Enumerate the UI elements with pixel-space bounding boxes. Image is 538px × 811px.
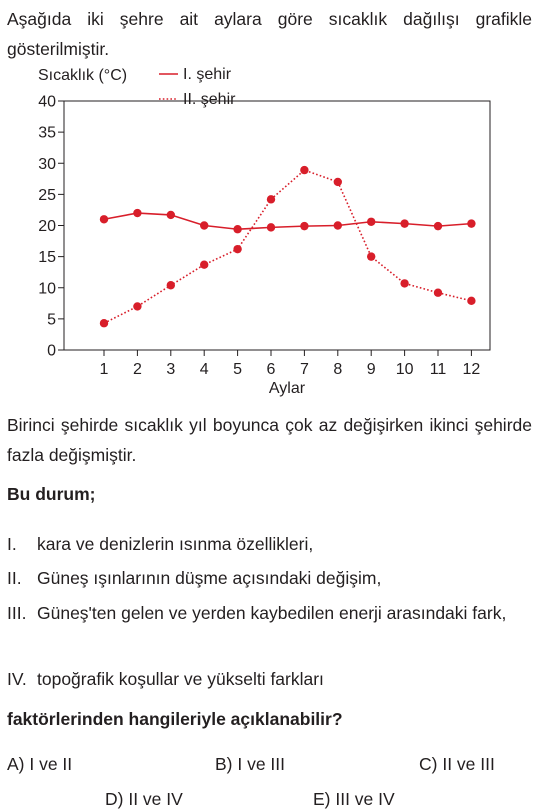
data-point: [200, 221, 208, 229]
data-point: [334, 178, 342, 186]
data-point: [434, 289, 442, 297]
data-point: [167, 211, 175, 219]
statement-text: topoğrafik koşullar ve yükselti farkları: [37, 669, 324, 689]
x-tick-label: 10: [395, 361, 414, 378]
y-tick-label: 25: [38, 186, 56, 204]
x-tick-label: 1: [99, 361, 109, 378]
choice-a[interactable]: A) I ve II: [7, 754, 73, 774]
data-point: [467, 297, 475, 305]
data-point: [300, 222, 308, 230]
choice-c[interactable]: C) II ve III: [419, 754, 495, 774]
data-point: [334, 221, 342, 229]
statement-3: [7, 598, 533, 628]
data-point: [267, 223, 275, 231]
x-tick-label: 9: [366, 361, 376, 378]
statement-4: [7, 664, 533, 694]
lead-text: Bu durum;: [7, 484, 96, 504]
data-point: [467, 219, 475, 227]
choice-b[interactable]: B) I ve III: [215, 754, 286, 774]
explanation-text: Birinci şehirde sıcaklık yıl boyunca çok az değişirken ikinci şehirde fazla değişmiştir.: [7, 415, 532, 465]
choice-d[interactable]: D) II ve IV: [105, 789, 183, 809]
y-tick-label: 30: [38, 155, 56, 173]
question-intro: Aşağıda iki şehre ait aylara göre sıcaklık dağılışı grafikle gösterilmiştir.: [7, 9, 532, 59]
data-point: [233, 225, 241, 233]
legend-label: II. şehir: [183, 91, 236, 108]
chart-legend: [159, 66, 236, 108]
y-tick-label: 40: [38, 93, 56, 111]
y-tick-label: 10: [38, 280, 56, 298]
data-point: [367, 252, 375, 260]
x-tick-label: 3: [166, 361, 176, 378]
y-tick-label: 35: [38, 124, 56, 142]
data-point: [367, 218, 375, 226]
choice-e[interactable]: E) III ve IV: [313, 789, 395, 809]
series-line-2: [104, 170, 471, 323]
x-tick-label: 5: [233, 361, 243, 378]
x-tick-label: 8: [333, 361, 343, 378]
statement-1: [7, 529, 533, 559]
statement-number: III.: [7, 603, 27, 623]
data-point: [300, 166, 308, 174]
statement-text: Güneş'ten gelen ve yerden kaybedilen enerji arasındaki fark,: [37, 603, 507, 623]
statement-2: [7, 563, 533, 593]
y-tick-label: 0: [47, 342, 56, 360]
statement-number: II.: [7, 568, 22, 588]
data-point: [434, 222, 442, 230]
data-point: [400, 279, 408, 287]
temperature-line-chart: [0, 64, 538, 404]
data-point: [133, 302, 141, 310]
statement-number: I.: [7, 534, 17, 554]
x-tick-label: 12: [462, 361, 481, 378]
question-prompt: faktörlerinden hangileriyle açıklanabilir?: [7, 709, 343, 729]
x-tick-label: 11: [429, 361, 447, 378]
data-point: [400, 219, 408, 227]
chart-series: [100, 166, 476, 328]
y-axis-label: Sıcaklık (°C): [38, 67, 128, 84]
legend-label: I. şehir: [183, 66, 232, 83]
data-point: [133, 209, 141, 217]
y-tick-label: 20: [38, 218, 56, 235]
statement-text: kara ve denizlerin ısınma özellikleri,: [37, 534, 314, 554]
statement-text: Güneş ışınlarının düşme açısındaki değişim,: [37, 568, 382, 588]
x-tick-label: 4: [199, 361, 209, 378]
y-tick-label: 5: [47, 311, 56, 329]
data-point: [100, 215, 108, 223]
data-point: [200, 261, 208, 269]
data-point: [233, 245, 241, 253]
data-point: [167, 281, 175, 289]
data-point: [100, 319, 108, 327]
x-axis-label: Aylar: [268, 380, 306, 397]
x-tick-label: 2: [132, 361, 142, 378]
x-tick-label: 7: [299, 361, 309, 378]
series-line-1: [104, 213, 471, 229]
x-axis-ticks: [100, 350, 481, 378]
y-axis-ticks: [38, 94, 64, 360]
y-tick-label: 15: [38, 249, 56, 267]
statement-number: IV.: [7, 669, 27, 689]
data-point: [267, 195, 275, 203]
x-tick-label: 6: [266, 361, 276, 378]
